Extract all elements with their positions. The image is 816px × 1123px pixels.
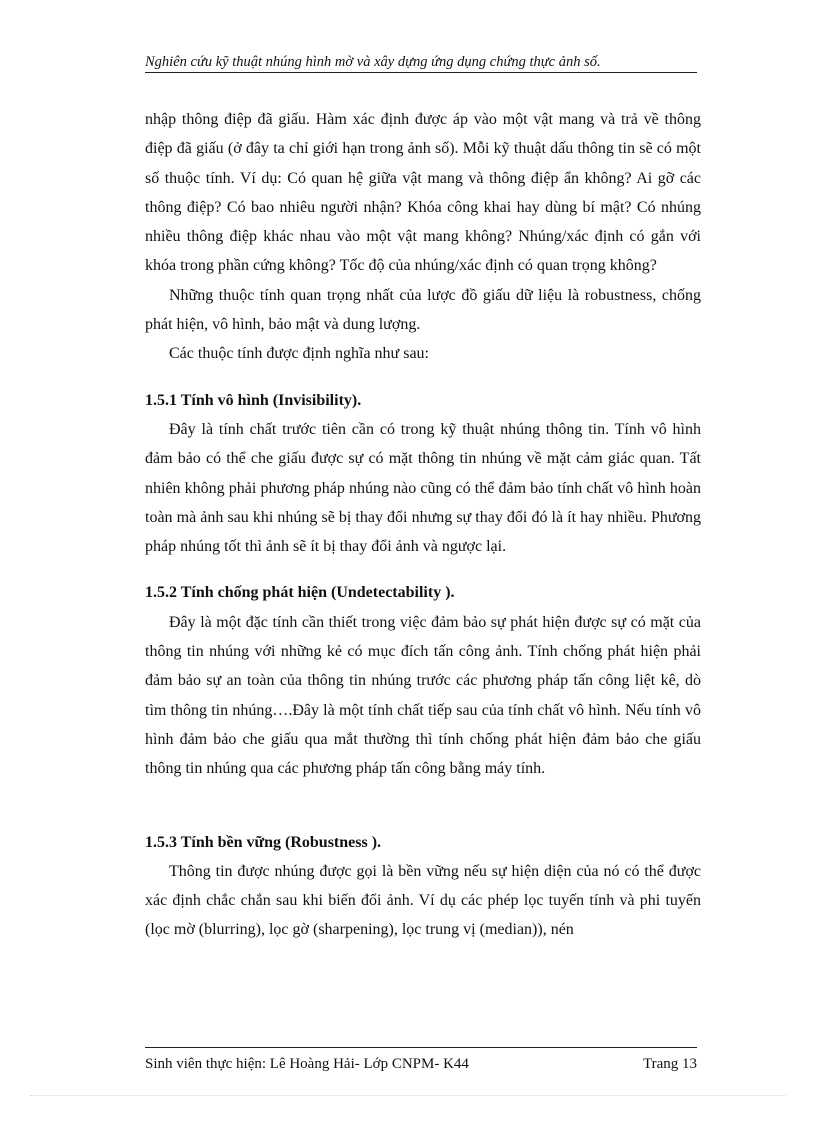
page-header (145, 52, 697, 73)
footer-page-number: Trang 13 (642, 1056, 697, 1072)
page-footer (145, 1047, 697, 1074)
properties-paragraph: Những thuộc tính quan trọng nhất của lược đồ giấu dữ liệu là robustness, chống phát hiện, vô hình, bảo mật và dung lượng. (145, 286, 701, 334)
document-body (145, 105, 701, 945)
section-heading-invisibility: 1.5.1 Tính vô hình (Invisibility). (145, 391, 362, 409)
section-text-invisibility: Đây là tính chất trước tiên cần có trong kỹ thuật nhúng thông tin. Tính vô hình đảm bảo có thể che giấu được sự có mặt thông tin nhúng về mặt cảm giác quan. Tất nhiên không phải phương pháp nhúng nào cũng có thể đảm bảo tính chất vô hình hoàn toàn mà ảnh sau khi nhúng sẽ bị thay đổi nhưng sự thay đổi đó là ít hay nhiều. Phương pháp nhúng tốt thì ảnh sẽ ít bị thay đổi ảnh và ngược lại. (145, 420, 701, 556)
page-edge-divider (30, 1095, 786, 1096)
spacer (145, 369, 701, 386)
section-text-undetectability: Đây là một đặc tính cần thiết trong việc đảm bảo sự phát hiện được sự có mặt của thông tin nhúng với những kẻ có mục đích tấn công ảnh. Tính chống phát hiện phải đảm bảo sự an toàn của thông tin nhúng trước các phương pháp tấn công liệt kê, dò tìm thông tin nhúng….Đây là một tính chất tiếp sau của tính chất vô hình. Nếu tính vô hình đảm bảo che giấu qua mắt thường thì tính chống phát hiện đảm bảo che giấu thông tin nhúng qua các phương pháp tấn công bằng máy tính. (145, 613, 701, 778)
intro-paragraph: nhập thông điệp đã giấu. Hàm xác định được áp vào một vật mang và trả về thông điệp đã giấu (ở đây ta chỉ giới hạn trong ảnh số). Mỗi kỹ thuật dấu thông tin sẽ có một số thuộc tính. Ví dụ: Có quan hệ giữa vật mang và thông điệp ẩn không? Ai gỡ các thông điệp? Có bao nhiêu người nhận? Khóa công khai hay dùng bí mật? Có nhúng nhiều thông điệp khác nhau vào một vật mang không? Nhúng/xác định có gắn với khóa trong phần cứng không? Tốc độ của nhúng/xác định có quan trọng không? (145, 111, 701, 275)
section-heading-undetectability: 1.5.2 Tính chống phát hiện (Undetectability ). (145, 584, 455, 602)
section-heading-robustness: 1.5.3 Tính bền vững (Robustness ). (145, 833, 382, 851)
definitions-intro: Các thuộc tính được định nghĩa như sau: (169, 345, 429, 363)
spacer (145, 784, 701, 828)
spacer (145, 561, 701, 578)
header-title: Nghiên cứu kỹ thuật nhúng hình mờ và xây dựng ứng dụng chứng thực ảnh số. (145, 54, 601, 70)
footer-author: Sinh viên thực hiện: Lê Hoàng Hải- Lớp CNPM- K44 (145, 1056, 469, 1072)
section-text-robustness: Thông tin được nhúng được gọi là bền vững nếu sự hiện diện của nó có thể được xác định chắc chắn sau khi biến đổi ảnh. Ví dụ các phép lọc tuyến tính và phi tuyến (lọc mờ (blurring), lọc gờ (sharpening), lọc trung vị (median)), nén (145, 862, 701, 939)
